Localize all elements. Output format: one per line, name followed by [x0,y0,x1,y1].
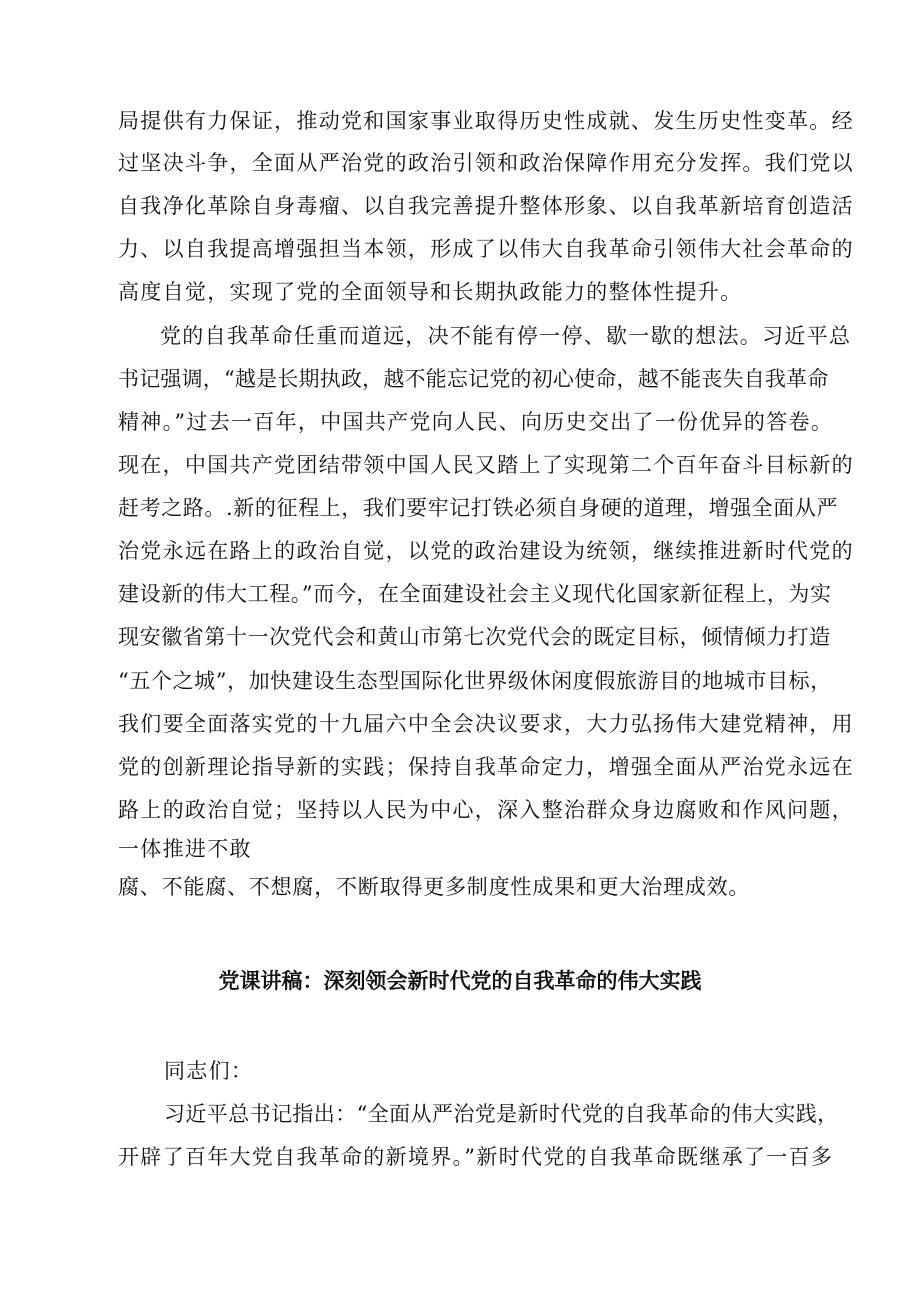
paragraph-1-line-5: 高度自觉，实现了党的全面领导和长期执政能力的整体性提升。 [118,280,743,304]
section-title: 党课讲稿：深刻领会新时代党的自我革命的伟大实践 [218,969,702,993]
paragraph-2-line-12: 路上的政治自觉；坚持以人民为中心，深入整治群众身边腐败和作风问题， [118,798,854,822]
salutation: 同志们： [164,1059,254,1083]
paragraph-1-line-1: 局提供有力保证，推动党和国家事业取得历史性成就、发生历史性变革。经 [118,109,854,133]
paragraph-1-line-4: 力、以自我提高增强担当本领，形成了以伟大自我革命引领伟大社会革命的 [118,237,854,261]
paragraph-2-line-7: 建设新的伟大工程。”而今，在全面建设社会主义现代化国家新征程上，为实 [118,582,832,606]
paragraph-2-line-8: 现安徽省第十一次党代会和黄山市第七次党代会的既定目标，倾情倾力打造 [118,625,831,649]
paragraph-2-line-4: 现在，中国共产党团结带领中国人民又踏上了实现第二个百年奋斗目标新的 [118,453,854,477]
paragraph-1-line-3: 自我净化革除自身毒瘤、以自我完善提升整体形象、以自我革新培育创造活 [118,194,854,218]
paragraph-1-line-2: 过坚决斗争，全面从严治党的政治引领和政治保障作用充分发挥。我们党以 [118,151,854,175]
paragraph-2-line-6: 治党永远在路上的政治自觉，以党的政治建设为统领，继续推进新时代党的 [118,539,854,563]
paragraph-2-line-11: 党的创新理论指导新的实践；保持自我革命定力，增强全面从严治党永远在 [118,755,854,779]
paragraph-3-line-1: 习近平总书记指出：“全面从严治党是新时代党的自我革命的伟大实践， [164,1102,839,1126]
paragraph-2-line-9: “五个之城”，加快建设生态型国际化世界级休闲度假旅游目的地城市目标， [118,669,832,693]
paragraph-2-line-3: 精神。”过去一百年，中国共产党向人民、向历史交出了一份优异的答卷。 [118,410,834,434]
paragraph-2-line-13: 一体推进不敢 [118,837,252,861]
paragraph-2-line-1: 党的自我革命任重而道远，决不能有停一停、歇一歇的想法。习近平总 [160,324,852,348]
paragraph-2-line-10: 我们要全面落实党的十九届六中全会决议要求，大力弘扬伟大建党精神，用 [118,712,854,736]
paragraph-2-line-5: 赶考之路。.新的征程上，我们要牢记打铁必须自身硬的道理，增强全面从严 [118,496,839,520]
paragraph-3-line-2: 开辟了百年大党自我革命的新境界。”新时代党的自我革命既继承了一百多 [118,1145,834,1169]
paragraph-2-line-14: 腐、不能腐、不想腐，不断取得更多制度性成果和更大治理成效。 [118,875,751,899]
paragraph-2-line-2: 书记强调，“越是长期执政，越不能忘记党的初心使命，越不能丧失自我革命 [118,367,829,391]
